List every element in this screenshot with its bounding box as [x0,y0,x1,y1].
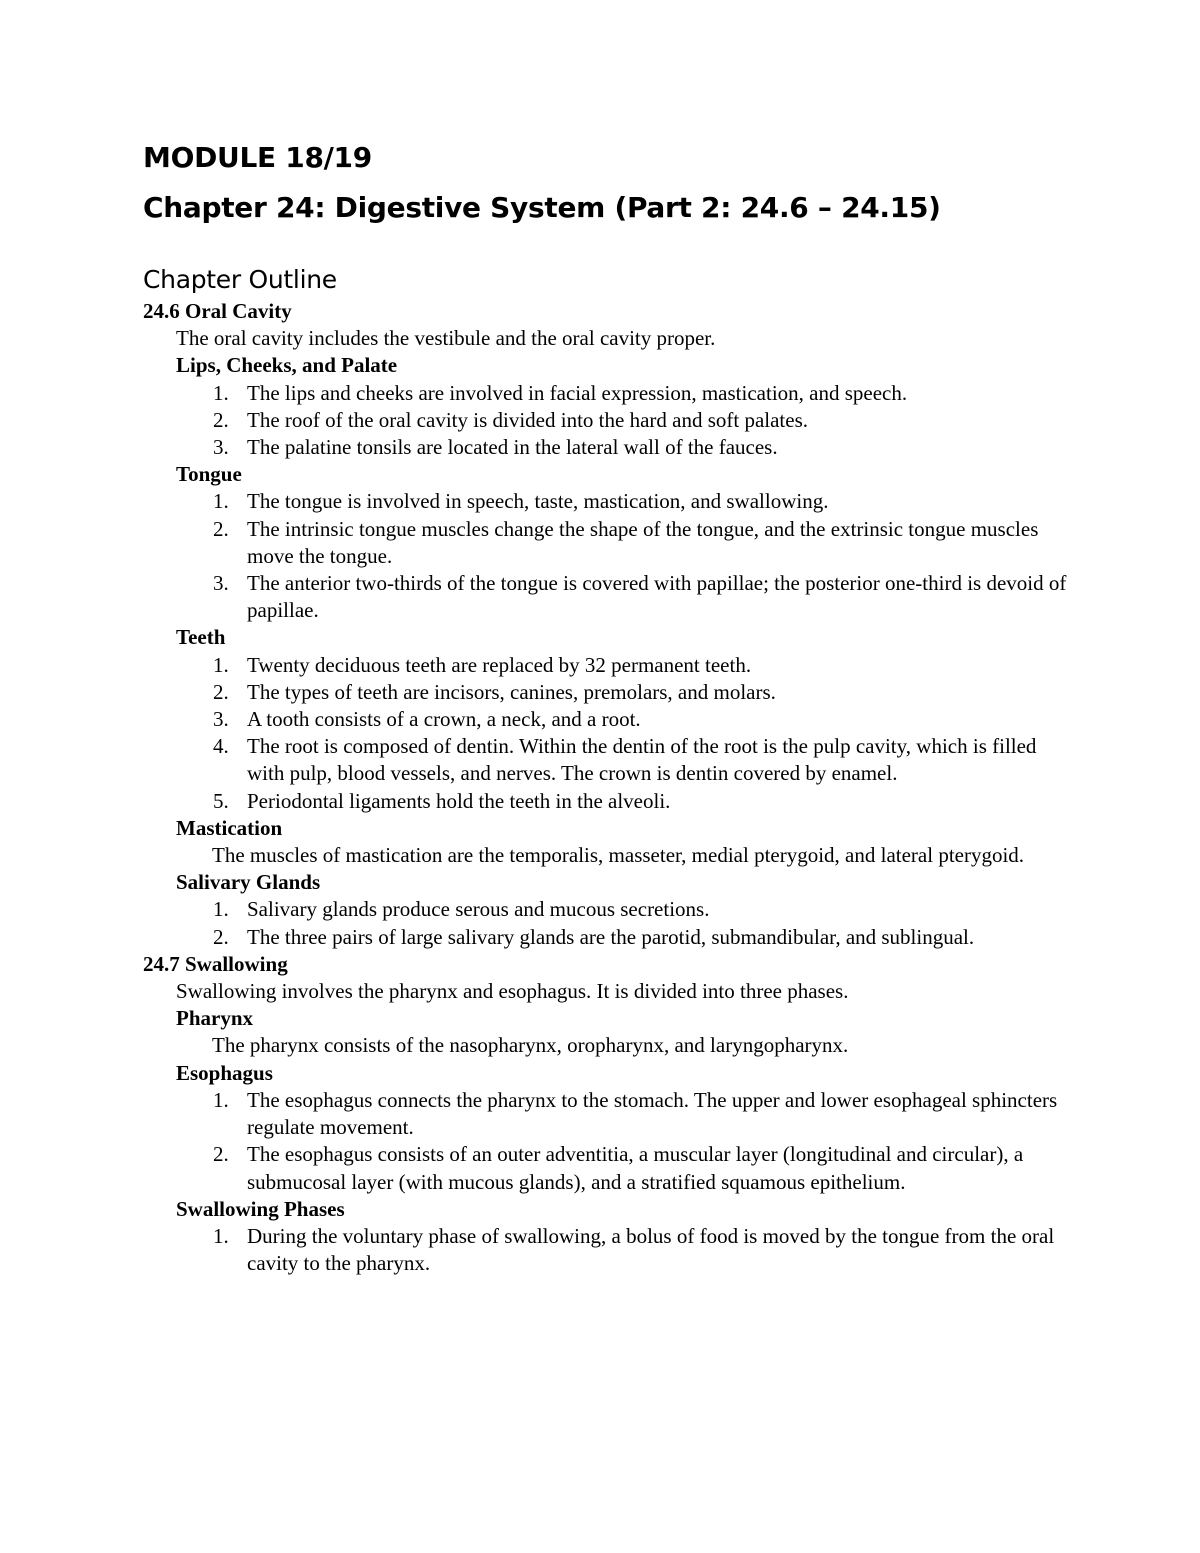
list-item: 1. During the voluntary phase of swallowing, a bolus of food is moved by the tongue from the oral cavity to the pharynx. [213,1223,1055,1276]
list-item: 2. The intrinsic tongue muscles change the shape of the tongue, and the extrinsic tongue muscles move the tongue. [213,516,1039,568]
subsection-heading-tongue: Tongue [176,462,242,487]
subsection-heading-teeth: Teeth [176,625,226,650]
list-item: 1. Salivary glands produce serous and mucous secretions. [213,897,710,922]
list-item: 3. The palatine tonsils are located in the lateral wall of the fauces. [213,435,778,460]
list-salivary-glands [143,896,1073,950]
list-lips-cheeks-palate [143,380,1073,462]
list-item: 3. A tooth consists of a crown, a neck, and a root. [213,707,641,732]
list-item: 1. The lips and cheeks are involved in facial expression, mastication, and speech. [213,380,908,405]
chapter-title: Chapter 24: Digestive System (Part 2: 24.6 – 24.15) [143,191,941,224]
outline-body [143,298,1073,1277]
list-esophagus [143,1087,1073,1196]
section-intro-swallowing: Swallowing involves the pharynx and esophagus. It is divided into three phases. [176,979,849,1004]
list-item: 1. The esophagus connects the pharynx to the stomach. The upper and lower esophageal sphincters regulate movement. [213,1087,1058,1140]
list-item: 2. The esophagus consists of an outer adventitia, a muscular layer (longitudinal and circular), a submucosal layer (with mucous glands), and a stratified squamous epithelium. [213,1142,1024,1194]
paragraph-pharynx: The pharynx consists of the nasopharynx, oropharynx, and laryngopharynx. [212,1033,849,1058]
module-title: MODULE 18/19 [143,141,372,174]
list-item: 1. The tongue is involved in speech, taste, mastication, and swallowing. [213,489,829,514]
list-swallowing-phases [143,1223,1073,1277]
section-intro-oral-cavity: The oral cavity includes the vestibule and the oral cavity proper. [176,326,716,351]
list-item: 3. The anterior two-thirds of the tongue is covered with papillae; the posterior one-third is devoid of papillae. [213,571,1067,623]
subsection-heading-esophagus: Esophagus [176,1060,273,1085]
subsection-heading-pharynx: Pharynx [176,1006,254,1031]
list-item: 2. The roof of the oral cavity is divided into the hard and soft palates. [213,407,809,432]
list-item: 2. The three pairs of large salivary glands are the parotid, submandibular, and sublingual. [213,924,975,949]
subsection-heading-swallowing-phases: Swallowing Phases [176,1196,345,1221]
section-heading-oral-cavity: 24.6 Oral Cavity [143,299,292,323]
document-page [143,140,1073,1277]
paragraph-mastication: The muscles of mastication are the temporalis, masseter, medial pterygoid, and lateral pterygoid. [212,843,1025,868]
list-tongue [143,488,1073,624]
subsection-heading-mastication: Mastication [176,815,283,840]
list-item: 5. Periodontal ligaments hold the teeth in the alveoli. [213,788,671,813]
list-teeth [143,652,1073,815]
subsection-heading-salivary-glands: Salivary Glands [176,870,321,895]
subsection-heading-lips-cheeks-palate: Lips, Cheeks, and Palate [176,353,398,378]
list-item: 2. The types of teeth are incisors, canines, premolars, and molars. [213,679,776,704]
section-heading-swallowing: 24.7 Swallowing [143,951,288,976]
outline-heading: Chapter Outline [143,265,337,294]
list-item: 1. Twenty deciduous teeth are replaced by 32 permanent teeth. [213,652,752,677]
list-item: 4. The root is composed of dentin. Within the dentin of the root is the pulp cavity, which is filled with pulp, blood vessels, and nerves. The crown is dentin covered by enamel. [213,734,1037,786]
